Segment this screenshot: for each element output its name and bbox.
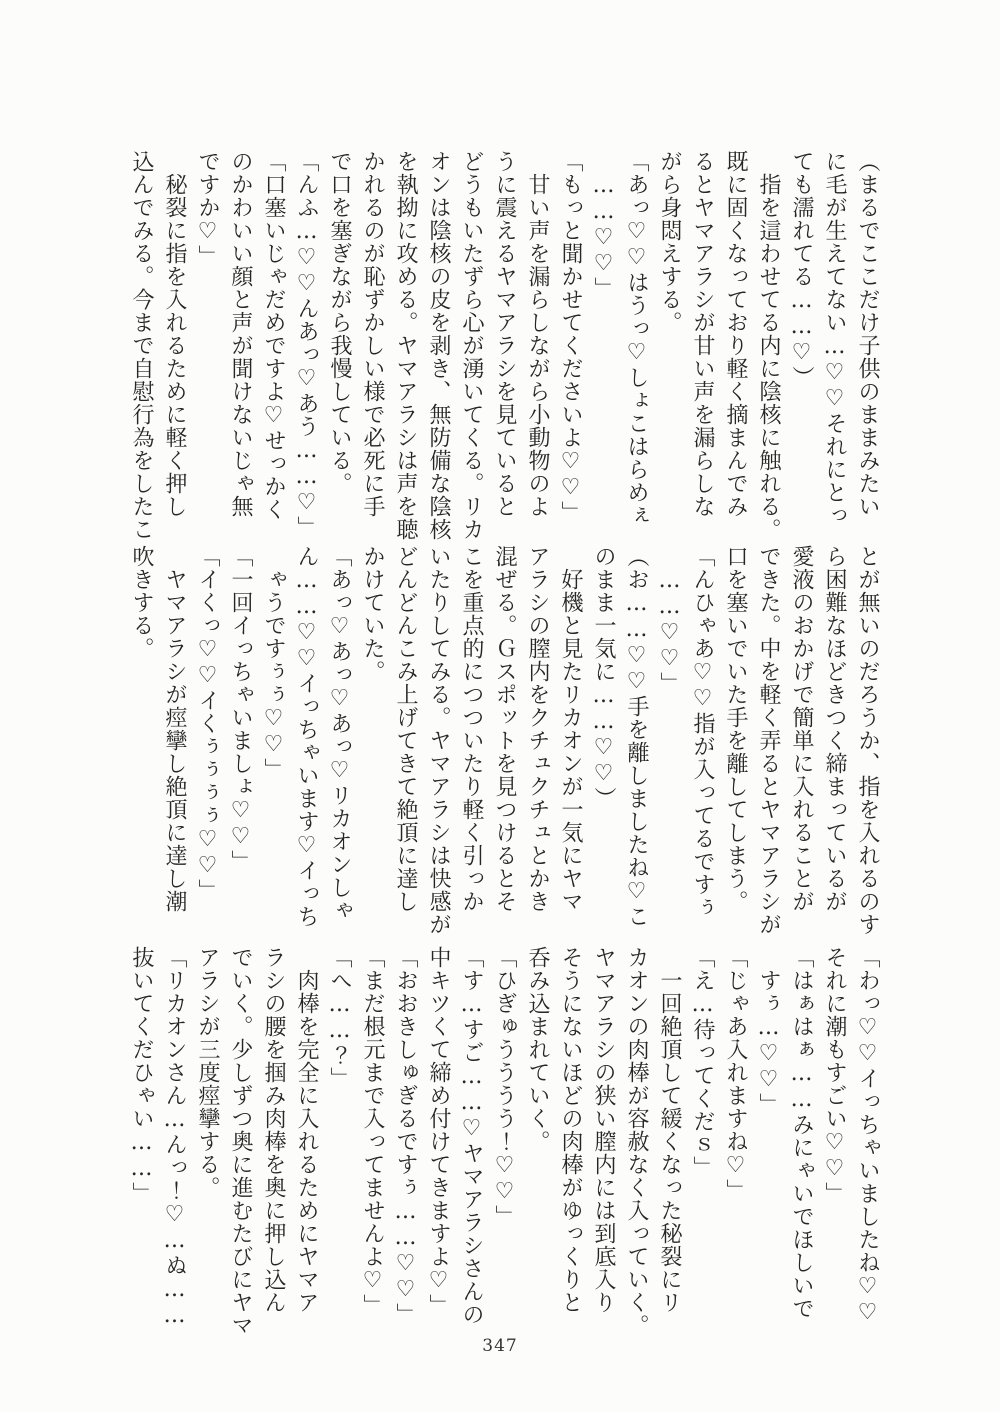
text-band-bottom (124, 946, 884, 1340)
text-column: 込んでみる。今まで自慰行為をしたこ (129, 150, 154, 541)
text-column: 「まだ根元まで入ってませんよ♡」 (360, 946, 385, 1317)
text-column: 「え…待ってくだｓ」 (690, 946, 715, 1179)
text-column: すぅ…♡♡」 (756, 969, 781, 1116)
text-column: 抜いてくだひゃい……」 (129, 946, 154, 1205)
text-column: 「あっ♡♡はうっ♡しょこはらめぇ (624, 150, 649, 527)
text-column: 愛液のおかげで簡単に入れることが (789, 545, 814, 913)
text-column: どんどんこみ上げてきて絶頂に達し (393, 545, 418, 913)
text-column: 「はぁはぁ……みにゃいでほしいで (789, 946, 814, 1320)
text-column: いたりしてみる。ヤマアラシは快感が (426, 545, 451, 936)
text-column: できた。中を軽く弄るとヤマアラシが (756, 545, 781, 936)
text-column: 「イくっ♡♡イくぅぅぅぅ♡♡」 (195, 545, 220, 902)
text-column: で口を塞ぎながら我慢している。 (327, 150, 352, 495)
text-column: がら身悶えする。 (657, 150, 682, 334)
text-column: ですか♡」 (195, 150, 220, 268)
text-band-top (124, 150, 884, 544)
text-column: とが無いのだろうか、指を入れるのす (855, 545, 880, 936)
text-column: でいく。少しずつ奥に進むたびにヤマ (228, 946, 253, 1337)
text-column: アラシが三度痙攣する。 (195, 946, 220, 1199)
text-column: ……♡♡」 (657, 568, 682, 695)
text-column: オンは陰核の皮を剥き、無防備な陰核 (426, 150, 451, 541)
text-column: 肉棒を完全に入れるためにヤマア (294, 969, 319, 1314)
text-column: 呑み込まれていく。 (525, 946, 550, 1153)
text-column: 「おおきしゅぎるですぅ……♡♡」 (393, 946, 418, 1326)
text-column: うに震えるヤマアラシを見ていると (492, 150, 517, 518)
text-column: ら困難なほどきつく締まっているが (822, 545, 847, 913)
text-column: ラシの腰を掴み肉棒を奥に押し込ん (261, 946, 286, 1314)
text-column: ゃうですぅぅ♡♡」 (261, 568, 286, 781)
text-column: ても濡れてる……♡） (789, 150, 814, 389)
text-column: 甘い声を漏らしながら小動物のよ (525, 173, 550, 518)
text-column: ヤマアラシが痙攣し絶頂に達し潮 (162, 568, 187, 913)
text-band-middle (124, 545, 884, 937)
text-column: るとヤマアラシが甘い声を漏らしな (690, 150, 715, 518)
text-column: 混ぜる。Ｇスポットを見つけるとそ (492, 545, 517, 913)
text-column: 秘裂に指を入れるために軽く押し (162, 173, 187, 518)
text-column: 中キツくて締め付けてきますよ♡」 (426, 946, 451, 1317)
text-column: 口を塞いでいた手を離してしまう。 (723, 545, 748, 913)
text-column: 「んひゃあ♡♡指が入ってるですぅ (690, 545, 715, 919)
text-column: ……♡♡」 (591, 173, 616, 300)
text-column: ヤマアラシの狭い膣内には到底入り (591, 946, 616, 1314)
text-column: 「一回イっちゃいましょ♡♡」 (228, 545, 253, 873)
text-column: カオンの肉棒が容赦なく入っていく。 (624, 946, 649, 1337)
text-column: 「あっ♡あっ♡あっ♡リカオンしゃ (327, 545, 352, 922)
text-column: 「じゃあ入れますね♡」 (723, 946, 748, 1202)
text-column: こを重点的につついたり軽く引っか (459, 545, 484, 913)
text-column: 「へ……？」 (327, 946, 352, 1090)
text-column: アラシの膣内をクチュクチュとかき (525, 545, 550, 913)
text-column: 吹きする。 (129, 545, 154, 660)
text-column: に毛が生えてない…♡♡それにとっ (822, 150, 847, 527)
text-column: のまま一気に……♡♡） (591, 545, 616, 810)
text-column: 好機と見たリカオンが一気にヤマ (558, 568, 583, 913)
text-column: どうもいたずら心が湧いてくる。リカ (459, 150, 484, 541)
text-column: 「す…すご……♡ヤマアラシさんの (459, 946, 484, 1326)
page-number: 347 (482, 1336, 518, 1356)
text-column: を執拗に攻める。ヤマアラシは声を聴 (393, 150, 418, 541)
text-column: （まるでここだけ子供のままみたい (855, 150, 880, 518)
text-column: 「リカオンさん…んっ！♡…ぬ…… (162, 946, 187, 1329)
text-column: 指を這わせてる内に陰核に触れる。 (756, 173, 781, 541)
text-column: 「わっ♡♡イっちゃいましたね♡♡ (855, 946, 880, 1326)
text-column: それに潮もすごい♡♡」 (822, 946, 847, 1205)
text-column: 「口塞いじゃだめですよ♡せっかく (261, 150, 286, 521)
text-column: かけていた。 (360, 545, 385, 683)
text-column: そうにないほどの肉棒がゆっくりと (558, 946, 583, 1314)
text-column: ん……♡♡イっちゃいます♡イっち (294, 545, 319, 928)
text-column: 既に固くなっており軽く摘まんでみ (723, 150, 748, 518)
text-column: 「んふ…♡♡んあっ♡あう……♡」 (294, 150, 319, 539)
text-column: のかわいい顔と声が聞けないじゃ無 (228, 150, 253, 518)
text-column: （お……♡♡手を離しましたね♡こ (624, 545, 649, 928)
text-column: 「ひぎゅうううう！♡♡」 (492, 946, 517, 1228)
text-column: 一回絶頂して緩くなった秘裂にリ (657, 969, 682, 1314)
text-column: かれるのが恥ずかしい様で必死に手 (360, 150, 385, 518)
text-column: 「もっと聞かせてくださいよ♡♡」 (558, 150, 583, 524)
